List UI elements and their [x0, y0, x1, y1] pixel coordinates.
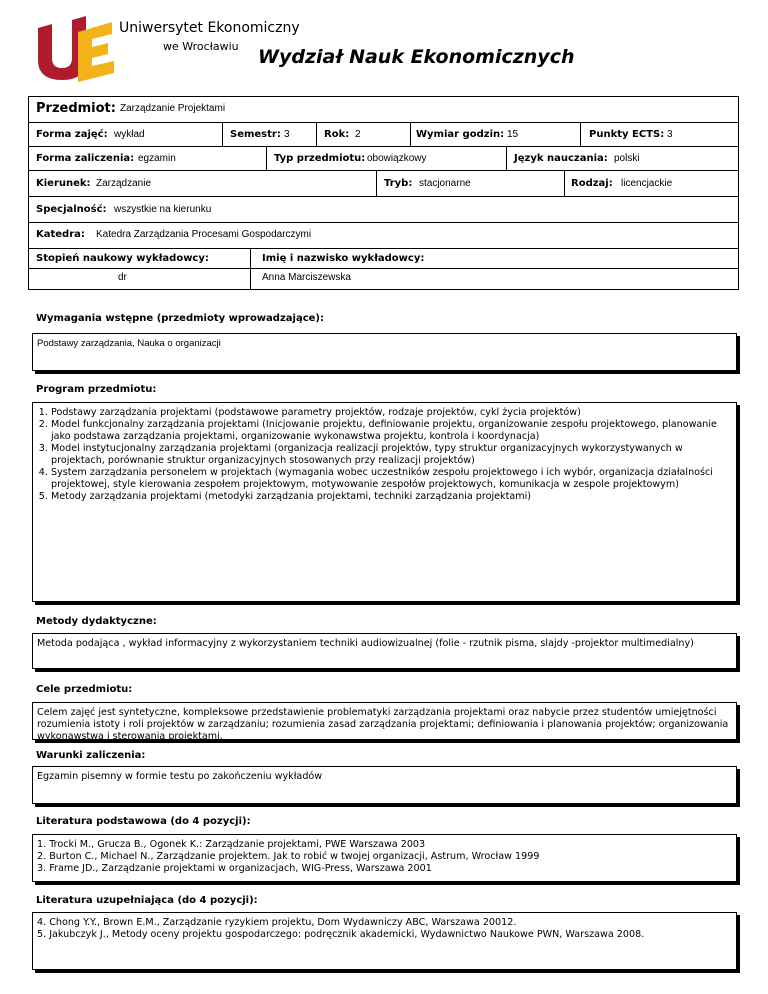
program-item: 2. Model funkcjonalny zarządzania projektami (Inicjowanie projektu, definiowanie projektu, organizowanie zespołu projektowego, planowanie jako podstawa zarządzania projektami, organizowanie wykonawstwa projektu, kontrola i koordynacja): [51, 419, 732, 443]
form-label: Forma zajęć:: [36, 129, 108, 140]
program-item: 5. Metody zarządzania projektami (metodyki zarządzania projektami, techniki zarządzania projektami): [51, 491, 732, 503]
credit-label: Forma zaliczenia:: [36, 153, 135, 164]
department-label: Katedra:: [36, 229, 85, 240]
goals-heading: Cele przedmiotu:: [36, 684, 133, 695]
literature-basic-box: [32, 834, 737, 882]
literature-item: 3. Frame JD., Zarządzanie projektami w organizacjach, WIG-Press, Warszawa 2001: [37, 863, 432, 874]
program-item: 3. Model instytucjonalny zarządzania projektami (organizacja realizacji projektów, typy struktur organizacyjnych wykorzystywanych w projektach, porównanie struktur organizacyjnych stosowanych przy realizacji projektów): [51, 443, 732, 467]
goals-text: Celem zajęć jest syntetyczne, kompleksowe przedstawienie problematyki zarządzania projektami oraz nabycie przez studentów umiejętności rozumienia istoty i roli projektów w zarządzaniu; rozumienia zasad zarządzania projektami; definiowania i planowania projektów; organizowania wykonawstwa i sterowania projektami.: [37, 707, 729, 742]
form-value: wykład: [114, 129, 145, 140]
lecturer-value: Anna Marciszewska: [262, 272, 351, 283]
university-name: Uniwersytet Ekonomiczny: [119, 20, 300, 36]
prerequisites-text: Podstawy zarządzania, Nauka o organizacji: [37, 338, 221, 349]
program-heading: Program przedmiotu:: [36, 384, 157, 395]
semester-value: 3: [284, 129, 290, 140]
literature-extra-box: [32, 912, 737, 970]
specialty-label: Specjalność:: [36, 204, 107, 215]
year-value: 2: [355, 129, 361, 140]
hours-label: Wymiar godzin:: [416, 129, 505, 140]
university-logo: [36, 14, 116, 84]
specialty-value: wszystkie na kierunku: [114, 204, 212, 215]
subject-value: Zarządzanie Projektami: [120, 103, 226, 114]
conditions-text: Egzamin pisemny w formie testu po zakończeniu wykładów: [37, 771, 323, 782]
ects-value: 3: [667, 129, 673, 140]
mode-label: Tryb:: [384, 178, 413, 189]
field-label: Kierunek:: [36, 178, 91, 189]
goals-box: [32, 702, 737, 740]
literature-item: 2. Burton C., Michael N., Zarządzanie projektem. Jak to robić w twojej organizacji, Astrum, Wrocław 1999: [37, 851, 540, 862]
ects-label: Punkty ECTS:: [589, 129, 665, 140]
hours-value: 15: [507, 129, 519, 140]
lecturer-label: Imię i nazwisko wykładowcy:: [262, 253, 425, 264]
conditions-box: [32, 766, 737, 804]
kind-label: Rodzaj:: [571, 178, 613, 189]
subject-label: Przedmiot:: [36, 101, 116, 116]
methods-heading: Metody dydaktyczne:: [36, 616, 157, 627]
faculty-title: Wydział Nauk Ekonomicznych: [258, 46, 575, 68]
language-value: polski: [614, 153, 640, 164]
methods-box: [32, 633, 737, 669]
degree-value: dr: [118, 272, 127, 283]
year-label: Rok:: [324, 129, 350, 140]
literature-item: 5. Jakubczyk J., Metody oceny projektu gospodarczego: podręcznik akademicki, Wydawnictwo Naukowe PWN, Warszawa 2008.: [37, 929, 645, 940]
literature-item: 1. Trocki M., Grucza B., Ogonek K.: Zarządzanie projektami, PWE Warszawa 2003: [37, 839, 426, 850]
language-label: Język nauczania:: [514, 153, 608, 164]
university-city: we Wrocławiu: [163, 40, 239, 53]
literature-item: 4. Chong Y.Y., Brown E.M., Zarządzanie ryzykiem projektu, Dom Wydawniczy ABC, Warszawa 20012.: [37, 917, 517, 928]
type-value: obowiązkowy: [367, 153, 427, 164]
field-value: Zarządzanie: [96, 178, 152, 189]
prerequisites-box: [32, 333, 737, 371]
literature-extra-heading: Literatura uzupełniająca (do 4 pozycji):: [36, 895, 258, 906]
degree-label: Stopień naukowy wykładowcy:: [36, 253, 209, 264]
literature-basic-heading: Literatura podstawowa (do 4 pozycji):: [36, 816, 251, 827]
kind-value: licencjackie: [621, 178, 673, 189]
mode-value: stacjonarne: [419, 178, 471, 189]
program-item: 4. System zarządzania personelem w projektach (wymagania wobec uczestników zespołu projektowego i ich wybór, organizacja działalności projektowej, style kierowania zespołem projektowym, motywowanie zespołów projektowych, komunikacja w zespole projektowym): [51, 467, 732, 491]
credit-value: egzamin: [138, 153, 176, 164]
department-value: Katedra Zarządzania Procesami Gospodarczymi: [96, 229, 312, 240]
semester-label: Semestr:: [230, 129, 281, 140]
methods-text: Metoda podająca , wykład informacyjny z wykorzystaniem techniki audiowizualnej (folie - rzutnik pisma, slajdy -projektor multimedialny): [37, 638, 694, 649]
type-label: Typ przedmiotu:: [274, 153, 366, 164]
program-item: 1. Podstawy zarządzania projektami (podstawowe parametry projektów, rodzaje projektów, cykl życia projektów): [51, 407, 732, 419]
prerequisites-heading: Wymagania wstępne (przedmioty wprowadzające):: [36, 313, 324, 324]
program-box: [32, 402, 737, 602]
conditions-heading: Warunki zaliczenia:: [36, 750, 146, 761]
